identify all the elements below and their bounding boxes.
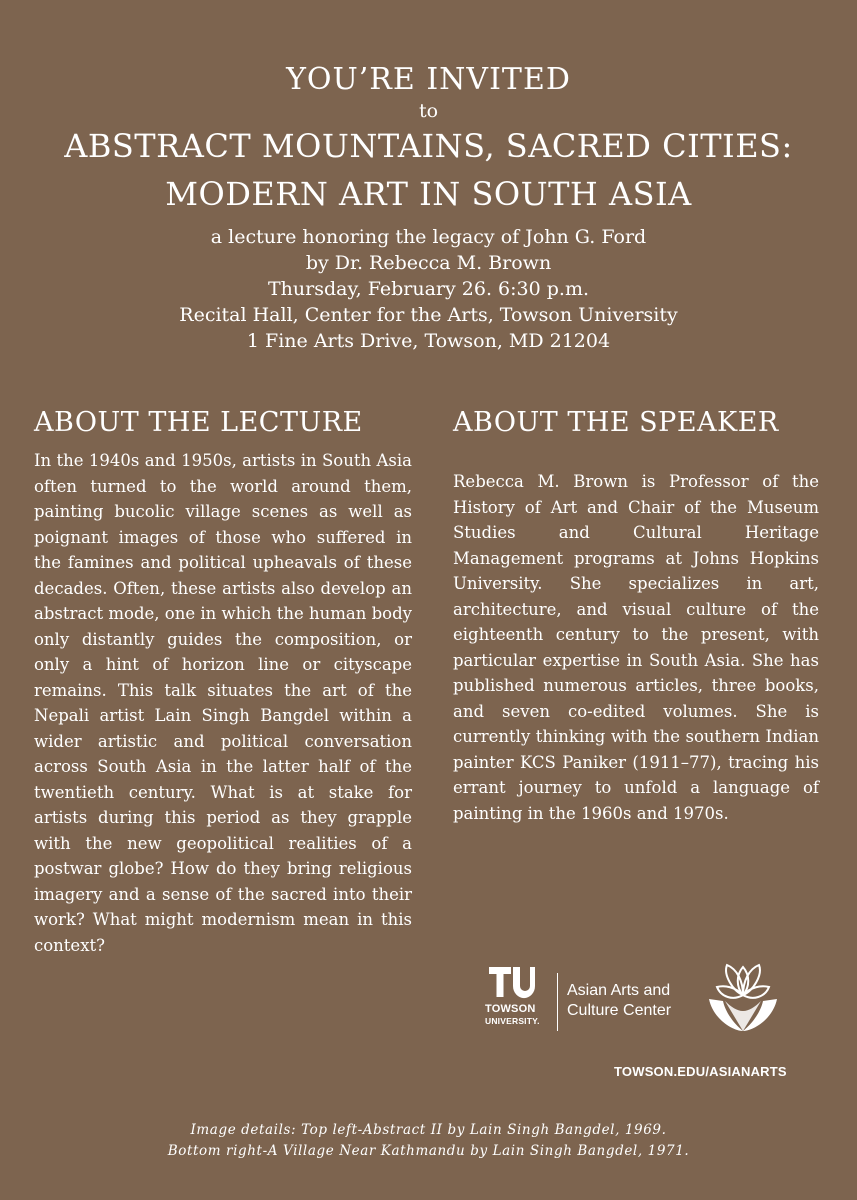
logo-divider bbox=[557, 973, 558, 1031]
center-name-line2: Culture Center bbox=[567, 1002, 672, 1019]
to-word: to bbox=[418, 100, 439, 122]
invitation-header bbox=[0, 60, 857, 354]
logo-block bbox=[485, 965, 805, 1040]
image-credits bbox=[0, 1120, 857, 1162]
invited-heading: YOU’RE INVITED bbox=[286, 62, 571, 97]
event-details bbox=[0, 224, 857, 354]
about-lecture-body: In the 1940s and 1950s, artists in South Asia often turned to the world around them, painting bucolic village scenes as well as poignant images of those who suffered in the famines and political upheavals of these decades. Often, these artists also develop an abstract mode, one in which the human body only distantly guides the composition, or only a hint of horizon line or cityscape remains. This talk situates the art of the Nepali artist Lain Singh Bangdel within a wider artistic and political conversation across South Asia in the latter half of the twentieth century. What is at stake for artists during this period as they grapple with the new geopolitical realities of a postwar globe? How do they bring religious imagery and a sense of the sacred into their work? What might modernism mean in this context? bbox=[34, 451, 412, 955]
towson-university-logo bbox=[485, 965, 555, 1035]
event-date: Thursday, February 26. 6:30 p.m. bbox=[267, 278, 590, 300]
towson-wordmark bbox=[485, 1003, 553, 1027]
about-lecture-section bbox=[34, 405, 412, 958]
asian-arts-center-name bbox=[567, 981, 697, 1021]
lotus-icon bbox=[703, 947, 783, 1037]
about-speaker-body: Rebecca M. Brown is Professor of the History of Art and Chair of the Museum Studies and Cultural Heritage Management programs at Johns Hopkins University. She specializes in art, architecture, and visual culture of the eighteenth century to the present, with particular expertise in South Asia. She has published numerous articles, three books, and seven co-edited volumes. She is currently thinking with the southern Indian painter KCS Paniker (1911–77), tracing his errant journey to unfold a language of painting in the 1960s and 1970s. bbox=[453, 472, 819, 823]
lecture-title-line1: ABSTRACT MOUNTAINS, SACRED CITIES: bbox=[64, 127, 793, 165]
website-url[interactable]: TOWSON.EDU/ASIANARTS bbox=[614, 1064, 787, 1079]
lecture-title-line2: MODERN ART IN SOUTH ASIA bbox=[165, 175, 692, 213]
towson-tu-logo-icon bbox=[489, 965, 535, 999]
event-venue: Recital Hall, Center for the Arts, Towson University bbox=[179, 304, 678, 326]
image-credit-line1: Image details: Top left-Abstract II by Lain Singh Bangdel, 1969. bbox=[190, 1122, 667, 1138]
speaker-line: by Dr. Rebecca M. Brown bbox=[305, 252, 552, 274]
towson-name: TOWSON bbox=[485, 1003, 536, 1015]
image-credit-line2: Bottom right-A Village Near Kathmandu by Lain Singh Bangdel, 1971. bbox=[167, 1143, 690, 1159]
about-lecture-heading: ABOUT THE LECTURE bbox=[34, 407, 363, 438]
lecture-subtitle: a lecture honoring the legacy of John G. Ford bbox=[210, 226, 647, 248]
event-address: 1 Fine Arts Drive, Towson, MD 21204 bbox=[246, 330, 611, 352]
about-speaker-section bbox=[453, 405, 819, 826]
about-speaker-heading: ABOUT THE SPEAKER bbox=[453, 407, 779, 438]
center-name-line1: Asian Arts and bbox=[567, 982, 671, 999]
university-name: UNIVERSITY. bbox=[485, 1016, 540, 1026]
